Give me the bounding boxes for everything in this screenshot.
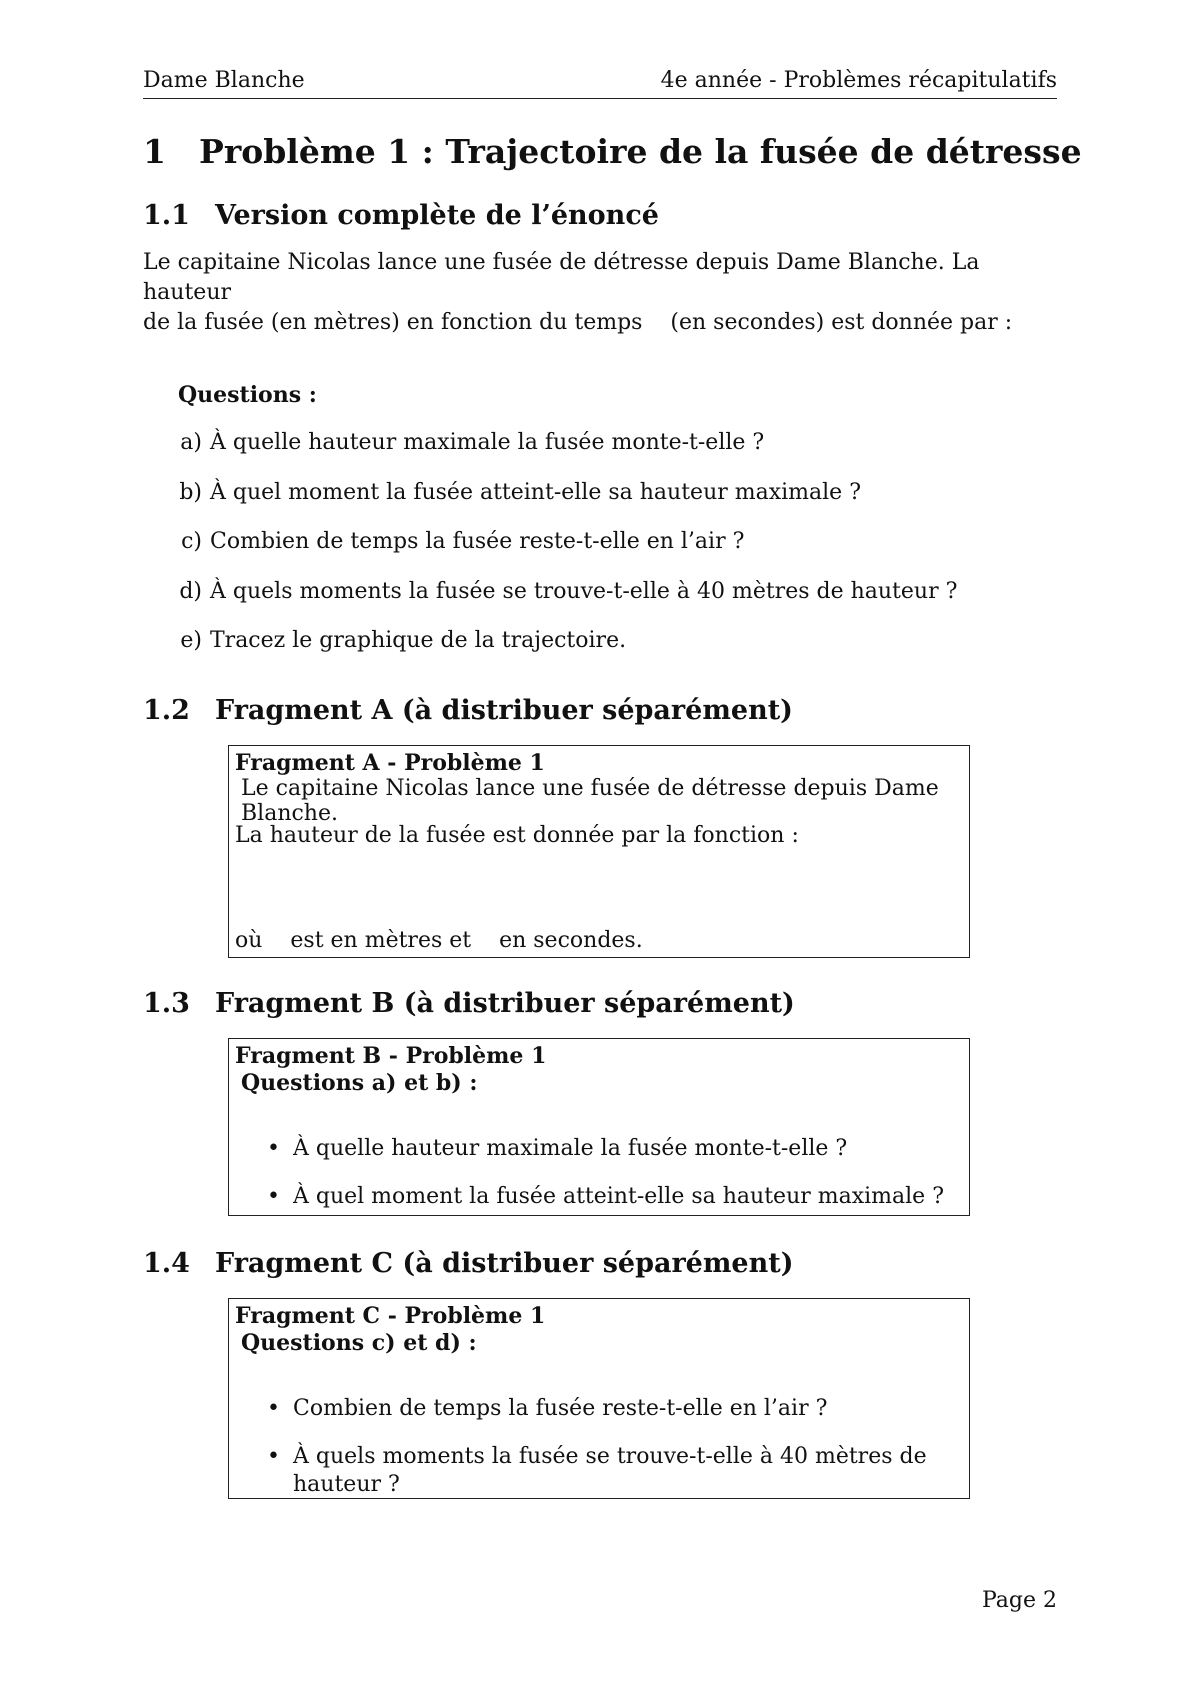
bullet-dot: • (267, 1396, 280, 1421)
subsection-title: Fragment C (à distribuer séparément) (215, 1248, 794, 1279)
fragment-a-line-3: où est en mètres et en secondes. (235, 928, 643, 953)
section-number: 1 (143, 132, 166, 171)
subsection-title: Fragment B (à distribuer séparément) (215, 988, 795, 1019)
header-right: 4e année - Problèmes récapitulatifs (660, 68, 1057, 93)
statement-line-2: de la fusée (en mètres) en fonction du temps (en secondes) est donnée par : (143, 310, 1013, 335)
subsection-1-1-heading (143, 200, 659, 231)
subsection-title: Version complète de l’énoncé (215, 200, 659, 231)
question-label: e) (180, 628, 202, 653)
fragment-c-subtitle: Questions c) et d) : (241, 1330, 477, 1356)
fragment-b-subtitle: Questions a) et b) : (241, 1070, 478, 1096)
fragment-c-title: Fragment C - Problème 1 (235, 1303, 546, 1329)
question-item (160, 628, 1020, 678)
bullet-item (267, 1395, 957, 1423)
fragment-b-box (228, 1038, 970, 1216)
bullet-item (267, 1135, 957, 1163)
fragment-a-box (228, 745, 970, 958)
subsection-1-3-heading (143, 988, 795, 1019)
fragment-a-line-2: La hauteur de la fusée est donnée par la fonction : (235, 823, 799, 848)
fragment-c-box (228, 1298, 970, 1499)
subsection-number: 1.1 (143, 200, 190, 231)
question-label: b) (179, 479, 202, 505)
page-number: Page 2 (981, 1588, 1057, 1613)
bullet-dot: • (267, 1444, 280, 1469)
question-text: Tracez le graphique de la trajectoire. (210, 628, 627, 653)
bullet-item (267, 1443, 957, 1499)
header-left: Dame Blanche (143, 68, 305, 93)
questions-list (160, 430, 1020, 678)
statement-paragraph (143, 248, 1023, 338)
section-title: Problème 1 : Trajectoire de la fusée de détresse (199, 132, 1082, 171)
bullet-item (267, 1183, 957, 1211)
section-heading (143, 132, 1082, 171)
subsection-title: Fragment A (à distribuer séparément) (215, 695, 793, 726)
question-label: c) (181, 529, 202, 554)
subsection-number: 1.2 (143, 695, 190, 726)
bullet-dot: • (267, 1184, 280, 1209)
question-label: d) (179, 578, 202, 604)
question-item (160, 579, 1020, 629)
subsection-number: 1.4 (143, 1248, 190, 1279)
page-header (143, 66, 1057, 99)
fragment-a-line-1: Le capitaine Nicolas lance une fusée de détresse depuis Dame Blanche. (241, 776, 939, 826)
question-text: À quels moments la fusée se trouve-t-elle à 40 mètres de hauteur ? (210, 578, 958, 604)
fragment-b-title: Fragment B - Problème 1 (235, 1043, 547, 1069)
questions-title: Questions : (178, 382, 317, 408)
question-item (160, 480, 1020, 530)
subsection-1-2-heading (143, 695, 793, 726)
subsection-number: 1.3 (143, 988, 190, 1019)
subsection-1-4-heading (143, 1248, 793, 1279)
question-item (160, 529, 1020, 579)
question-item (160, 430, 1020, 480)
fragment-a-title: Fragment A - Problème 1 (235, 750, 545, 776)
bullet-dot: • (267, 1136, 280, 1161)
question-text: Combien de temps la fusée reste-t-elle en l’air ? (210, 529, 745, 554)
bullet-text: À quels moments la fusée se trouve-t-elle à 40 mètres de hauteur ? (293, 1444, 927, 1497)
question-text: À quelle hauteur maximale la fusée monte-t-elle ? (210, 430, 765, 455)
question-text: À quel moment la fusée atteint-elle sa hauteur maximale ? (210, 479, 861, 505)
bullet-text: À quel moment la fusée atteint-elle sa hauteur maximale ? (293, 1184, 944, 1209)
bullet-text: Combien de temps la fusée reste-t-elle en l’air ? (293, 1396, 828, 1421)
question-label: a) (180, 430, 202, 455)
statement-line-1: Le capitaine Nicolas lance une fusée de détresse depuis Dame Blanche. La hauteur (143, 250, 980, 305)
bullet-text: À quelle hauteur maximale la fusée monte-t-elle ? (293, 1136, 848, 1161)
